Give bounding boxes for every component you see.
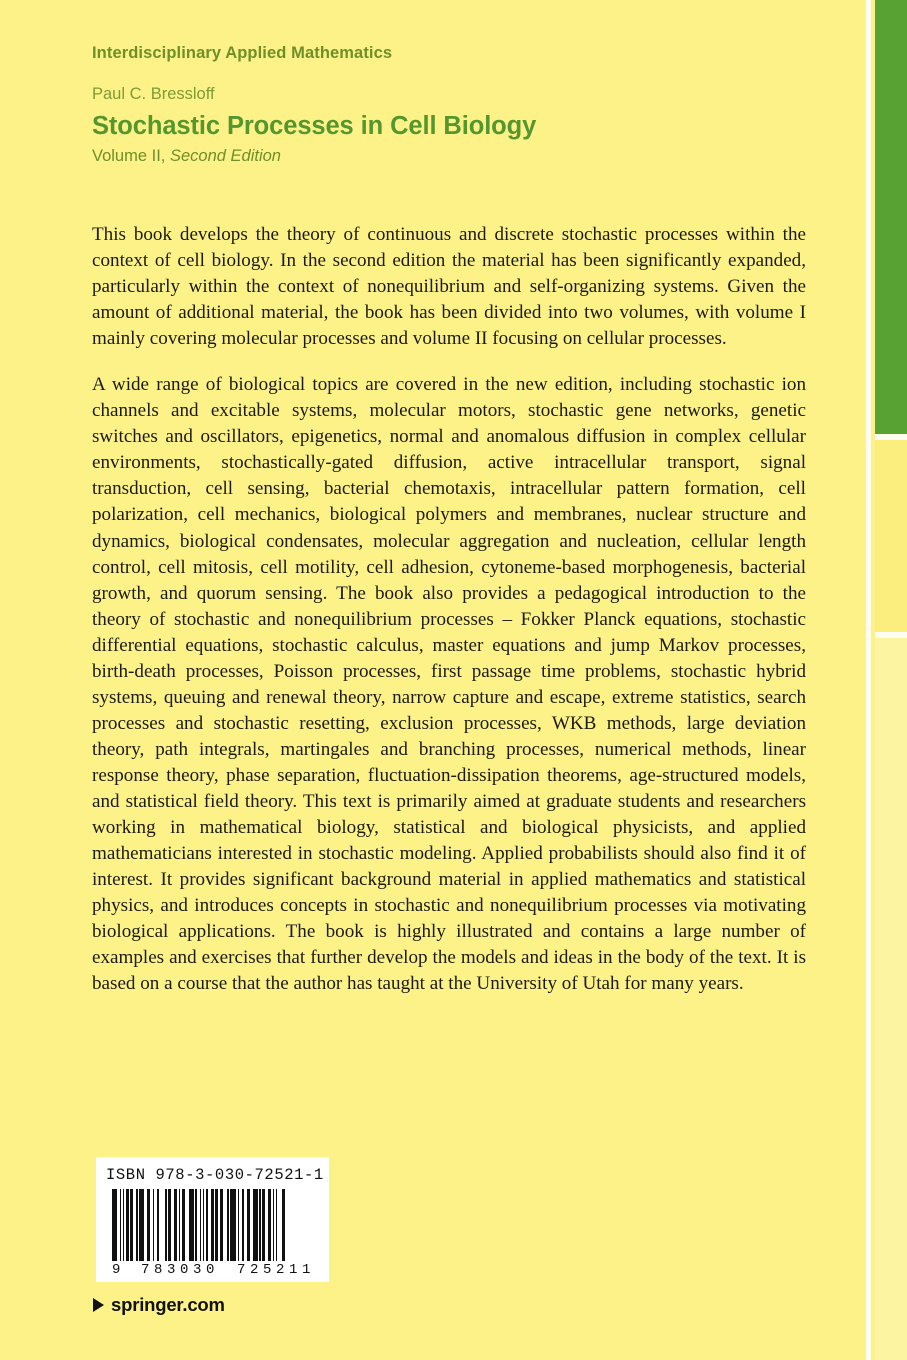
volume-label: Volume II, <box>92 147 170 165</box>
book-title: Stochastic Processes in Cell Biology <box>92 112 537 140</box>
barcode-left-group <box>139 1262 217 1278</box>
barcode-right-group <box>235 1262 313 1278</box>
cover-header <box>92 44 807 166</box>
author-name: Paul C. Bressloff <box>92 85 215 103</box>
barcode-digit: 2 <box>276 1262 285 1278</box>
barcode-digit: 7 <box>141 1262 150 1278</box>
spine-yellow-band-lower <box>875 638 907 1360</box>
spine-yellow-band-upper <box>875 440 907 632</box>
barcode-bars-area <box>112 1189 313 1261</box>
barcode-lead-digit: 9 <box>112 1262 121 1278</box>
barcode-digit: 5 <box>263 1262 272 1278</box>
barcode-digit: 1 <box>289 1262 298 1278</box>
isbn-text: ISBN 978-3-030-72521-1 <box>106 1166 324 1184</box>
springer-wordmark[interactable] <box>93 1294 225 1316</box>
spine-fold-line <box>866 0 871 1360</box>
barcode-digit: 0 <box>180 1262 189 1278</box>
barcode-bars <box>112 1189 313 1261</box>
barcode-digit: 0 <box>206 1262 215 1278</box>
barcode-digit: 3 <box>167 1262 176 1278</box>
volume-edition-line <box>92 147 807 166</box>
barcode-digits <box>112 1262 313 1278</box>
blurb-paragraph-2: A wide range of biological topics are covered in the new edition, including stochastic ion channels and excitable systems, molecular motors, stochastic gene networks, genetic switches and oscillators, epigenetics, normal and anomalous diffusion in complex cellular environments, stochastically-gated diffusion, active intracellular transport, signal transduction, cell sensing, bacterial chemotaxis, intracellular pattern formation, cell polarization, cell mechanics, biological polymers and membranes, nuclear structure and dynamics, biological condensates, molecular aggregation and nucleation, cellular length control, cell mitosis, cell motility, cell adhesion, cytoneme-based morphogenesis, bacterial growth, and quorum sensing. The book also provides a pedagogical introduction to the theory of stochastic and nonequilibrium processes – Fokker Planck equations, stochastic differential equations, stochastic calculus, master equations and jump Markov processes, birth-death processes, Poisson processes, first passage time problems, stochastic hybrid systems, queuing and renewal theory, narrow capture and escape, extreme statistics, search processes and stochastic resetting, exclusion processes, WKB methods, large deviation theory, path integrals, martingales and branching processes, numerical methods, linear response theory, phase separation, fluctuation-dissipation theorems, age-structured models, and statistical field theory. This text is primarily aimed at graduate students and researchers working in mathematical biology, statistical and biological physicists, and applied mathematicians interested in stochastic modeling. Applied probabilists should also find it of interest. It provides significant background material in applied mathematics and statistical physics, and introduces concepts in stochastic and nonequilibrium processes via motivating biological applications. The book is highly illustrated and contains a large number of examples and exercises that further develop the models and ideas in the body of the text. It is based on a course that the author has taught at the University of Utah for many years. <box>92 374 806 995</box>
blurb-paragraph-1: This book develops the theory of continuous and discrete stochastic processes within the context of cell biology. In the second edition the material has been significantly expanded, particularly within the context of nonequilibrium and self-organizing systems. Given the amount of additional material, the book has been divided into two volumes, with volume I mainly covering molecular processes and volume II focusing on cellular processes. <box>92 224 806 350</box>
play-triangle-icon <box>93 1298 104 1312</box>
spine-green-band <box>875 0 907 434</box>
springer-domain-text: springer.com <box>111 1294 225 1315</box>
barcode-digit: 8 <box>154 1262 163 1278</box>
isbn-barcode <box>96 1157 329 1282</box>
barcode-digit: 3 <box>193 1262 202 1278</box>
barcode-digit: 2 <box>250 1262 259 1278</box>
barcode-digit: 7 <box>237 1262 246 1278</box>
back-cover-blurb <box>92 222 806 997</box>
edition-label: Second Edition <box>169 147 281 165</box>
series-title: Interdisciplinary Applied Mathematics <box>92 44 393 62</box>
barcode-digit: 1 <box>302 1262 311 1278</box>
